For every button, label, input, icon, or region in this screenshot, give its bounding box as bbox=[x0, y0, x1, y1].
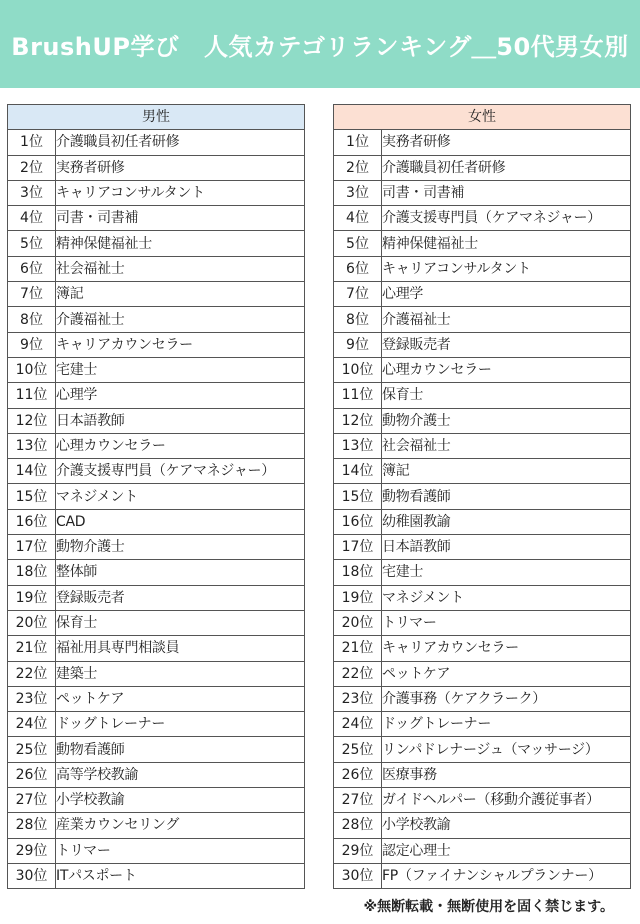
rank-cell: 18位 bbox=[334, 560, 382, 585]
rank-cell: 16位 bbox=[8, 509, 56, 534]
rank-cell: 26位 bbox=[8, 762, 56, 787]
category-name-cell: 心理カウンセラー bbox=[382, 357, 631, 382]
rank-cell: 28位 bbox=[334, 813, 382, 838]
rank-cell: 23位 bbox=[8, 686, 56, 711]
table-row bbox=[334, 535, 631, 560]
category-name-cell: キャリアカウンセラー bbox=[56, 332, 305, 357]
women-ranking-table bbox=[333, 104, 631, 889]
category-name-cell: 司書・司書補 bbox=[382, 180, 631, 205]
table-row bbox=[334, 560, 631, 585]
rank-cell: 28位 bbox=[8, 813, 56, 838]
rank-cell: 1位 bbox=[334, 130, 382, 155]
rank-cell: 10位 bbox=[334, 357, 382, 382]
category-name-cell: ペットケア bbox=[382, 661, 631, 686]
rank-cell: 25位 bbox=[334, 737, 382, 762]
category-name-cell: 実務者研修 bbox=[56, 155, 305, 180]
category-name-cell: トリマー bbox=[382, 610, 631, 635]
category-name-cell: 精神保健福祉士 bbox=[56, 231, 305, 256]
category-name-cell: 心理学 bbox=[382, 282, 631, 307]
category-name-cell: 介護支援専門員（ケアマネジャー） bbox=[56, 459, 305, 484]
category-name-cell: 産業カウンセリング bbox=[56, 813, 305, 838]
category-name-cell: 登録販売者 bbox=[56, 585, 305, 610]
category-name-cell: 医療事務 bbox=[382, 762, 631, 787]
rank-cell: 2位 bbox=[334, 155, 382, 180]
category-name-cell: 心理カウンセラー bbox=[56, 433, 305, 458]
rank-cell: 27位 bbox=[8, 788, 56, 813]
rank-cell: 9位 bbox=[8, 332, 56, 357]
rank-cell: 8位 bbox=[334, 307, 382, 332]
category-name-cell: 社会福祉士 bbox=[56, 256, 305, 281]
table-row bbox=[8, 636, 305, 661]
category-name-cell: 社会福祉士 bbox=[382, 433, 631, 458]
category-name-cell: 幼稚園教諭 bbox=[382, 509, 631, 534]
rank-cell: 11位 bbox=[8, 383, 56, 408]
rank-cell: 22位 bbox=[8, 661, 56, 686]
table-row bbox=[334, 863, 631, 888]
rank-cell: 6位 bbox=[8, 256, 56, 281]
category-name-cell: 動物介護士 bbox=[382, 408, 631, 433]
rank-cell: 24位 bbox=[334, 712, 382, 737]
rank-cell: 14位 bbox=[334, 459, 382, 484]
rank-cell: 15位 bbox=[8, 484, 56, 509]
table-row bbox=[334, 180, 631, 205]
table-row bbox=[8, 838, 305, 863]
rank-cell: 22位 bbox=[334, 661, 382, 686]
table-row bbox=[334, 155, 631, 180]
table-row bbox=[334, 788, 631, 813]
table-row bbox=[334, 509, 631, 534]
table-row bbox=[334, 130, 631, 155]
table-row bbox=[334, 357, 631, 382]
table-row bbox=[8, 686, 305, 711]
category-name-cell: 保育士 bbox=[382, 383, 631, 408]
table-row bbox=[8, 585, 305, 610]
category-name-cell: 動物看護師 bbox=[56, 737, 305, 762]
category-name-cell: ガイドヘルパー（移動介護従事者） bbox=[382, 788, 631, 813]
table-row bbox=[8, 433, 305, 458]
table-row bbox=[334, 256, 631, 281]
category-name-cell: 建築士 bbox=[56, 661, 305, 686]
rank-cell: 12位 bbox=[334, 408, 382, 433]
men-heading-row bbox=[8, 105, 305, 130]
rank-cell: 5位 bbox=[8, 231, 56, 256]
rank-cell: 3位 bbox=[8, 180, 56, 205]
page-title: BrushUP学び 人気カテゴリランキング＿50代男女別 bbox=[11, 32, 629, 61]
rank-cell: 20位 bbox=[334, 610, 382, 635]
table-row bbox=[334, 307, 631, 332]
rank-cell: 9位 bbox=[334, 332, 382, 357]
rank-cell: 4位 bbox=[8, 206, 56, 231]
rank-cell: 30位 bbox=[334, 863, 382, 888]
women-heading: 女性 bbox=[334, 105, 631, 130]
table-row bbox=[8, 256, 305, 281]
category-name-cell: マネジメント bbox=[382, 585, 631, 610]
category-name-cell: 福祉用具専門相談員 bbox=[56, 636, 305, 661]
table-row bbox=[8, 155, 305, 180]
rank-cell: 19位 bbox=[334, 585, 382, 610]
table-row bbox=[8, 509, 305, 534]
table-row bbox=[334, 206, 631, 231]
category-name-cell: 司書・司書補 bbox=[56, 206, 305, 231]
table-row bbox=[334, 332, 631, 357]
rank-cell: 18位 bbox=[8, 560, 56, 585]
table-row bbox=[8, 408, 305, 433]
category-name-cell: 介護職員初任者研修 bbox=[382, 155, 631, 180]
rank-cell: 12位 bbox=[8, 408, 56, 433]
category-name-cell: ドッグトレーナー bbox=[56, 712, 305, 737]
category-name-cell: 精神保健福祉士 bbox=[382, 231, 631, 256]
rank-cell: 21位 bbox=[334, 636, 382, 661]
rank-cell: 2位 bbox=[8, 155, 56, 180]
table-row bbox=[8, 307, 305, 332]
rank-cell: 19位 bbox=[8, 585, 56, 610]
table-row bbox=[334, 383, 631, 408]
table-row bbox=[8, 813, 305, 838]
table-row bbox=[334, 838, 631, 863]
rank-cell: 17位 bbox=[334, 535, 382, 560]
table-row bbox=[8, 231, 305, 256]
table-row bbox=[8, 535, 305, 560]
men-heading: 男性 bbox=[8, 105, 305, 130]
category-name-cell: ITパスポート bbox=[56, 863, 305, 888]
table-row bbox=[334, 661, 631, 686]
category-name-cell: 介護支援専門員（ケアマネジャー） bbox=[382, 206, 631, 231]
rank-cell: 1位 bbox=[8, 130, 56, 155]
rank-cell: 10位 bbox=[8, 357, 56, 382]
table-row bbox=[334, 636, 631, 661]
rank-cell: 15位 bbox=[334, 484, 382, 509]
category-name-cell: キャリアコンサルタント bbox=[56, 180, 305, 205]
rank-cell: 20位 bbox=[8, 610, 56, 635]
table-row bbox=[8, 737, 305, 762]
rank-cell: 3位 bbox=[334, 180, 382, 205]
category-name-cell: ペットケア bbox=[56, 686, 305, 711]
rank-cell: 23位 bbox=[334, 686, 382, 711]
category-name-cell: 小学校教諭 bbox=[382, 813, 631, 838]
category-name-cell: 認定心理士 bbox=[382, 838, 631, 863]
rank-cell: 30位 bbox=[8, 863, 56, 888]
men-ranking-body bbox=[8, 130, 305, 889]
table-row bbox=[334, 408, 631, 433]
category-name-cell: 宅建士 bbox=[56, 357, 305, 382]
table-row bbox=[8, 357, 305, 382]
category-name-cell: CAD bbox=[56, 509, 305, 534]
rank-cell: 29位 bbox=[334, 838, 382, 863]
rank-cell: 11位 bbox=[334, 383, 382, 408]
category-name-cell: 実務者研修 bbox=[382, 130, 631, 155]
category-name-cell: 心理学 bbox=[56, 383, 305, 408]
rank-cell: 6位 bbox=[334, 256, 382, 281]
table-row bbox=[334, 484, 631, 509]
rank-cell: 13位 bbox=[8, 433, 56, 458]
category-name-cell: ドッグトレーナー bbox=[382, 712, 631, 737]
category-name-cell: 登録販売者 bbox=[382, 332, 631, 357]
table-row bbox=[8, 712, 305, 737]
table-row bbox=[334, 282, 631, 307]
rank-cell: 24位 bbox=[8, 712, 56, 737]
table-row bbox=[334, 459, 631, 484]
rank-cell: 13位 bbox=[334, 433, 382, 458]
table-row bbox=[334, 686, 631, 711]
table-row bbox=[8, 661, 305, 686]
table-row bbox=[8, 459, 305, 484]
category-name-cell: 簿記 bbox=[56, 282, 305, 307]
rank-cell: 5位 bbox=[334, 231, 382, 256]
rank-cell: 14位 bbox=[8, 459, 56, 484]
rank-cell: 4位 bbox=[334, 206, 382, 231]
category-name-cell: 動物看護師 bbox=[382, 484, 631, 509]
category-name-cell: 介護事務（ケアクラーク） bbox=[382, 686, 631, 711]
category-name-cell: 介護職員初任者研修 bbox=[56, 130, 305, 155]
table-row bbox=[8, 180, 305, 205]
table-row bbox=[334, 231, 631, 256]
table-row bbox=[334, 585, 631, 610]
category-name-cell: 整体師 bbox=[56, 560, 305, 585]
table-row bbox=[8, 130, 305, 155]
copyright-notice: ※無断転載・無断使用を固く禁じます。 bbox=[363, 899, 614, 915]
table-row bbox=[8, 383, 305, 408]
men-ranking-table bbox=[7, 104, 305, 889]
rank-cell: 7位 bbox=[334, 282, 382, 307]
category-name-cell: 小学校教諭 bbox=[56, 788, 305, 813]
table-row bbox=[8, 560, 305, 585]
table-row bbox=[8, 282, 305, 307]
rank-cell: 21位 bbox=[8, 636, 56, 661]
table-row bbox=[8, 863, 305, 888]
table-row bbox=[334, 433, 631, 458]
table-row bbox=[8, 610, 305, 635]
table-row bbox=[334, 813, 631, 838]
category-name-cell: 宅建士 bbox=[382, 560, 631, 585]
table-row bbox=[334, 610, 631, 635]
rank-cell: 27位 bbox=[334, 788, 382, 813]
table-row bbox=[8, 332, 305, 357]
category-name-cell: 日本語教師 bbox=[56, 408, 305, 433]
table-row bbox=[334, 762, 631, 787]
rank-cell: 26位 bbox=[334, 762, 382, 787]
table-row bbox=[8, 484, 305, 509]
table-row bbox=[8, 206, 305, 231]
women-ranking-body bbox=[334, 130, 631, 889]
category-name-cell: キャリアカウンセラー bbox=[382, 636, 631, 661]
rank-cell: 17位 bbox=[8, 535, 56, 560]
table-row bbox=[8, 788, 305, 813]
category-name-cell: マネジメント bbox=[56, 484, 305, 509]
category-name-cell: 動物介護士 bbox=[56, 535, 305, 560]
category-name-cell: リンパドレナージュ（マッサージ） bbox=[382, 737, 631, 762]
category-name-cell: 簿記 bbox=[382, 459, 631, 484]
rank-cell: 25位 bbox=[8, 737, 56, 762]
category-name-cell: キャリアコンサルタント bbox=[382, 256, 631, 281]
page-header bbox=[0, 0, 640, 88]
table-row bbox=[8, 762, 305, 787]
category-name-cell: 介護福祉士 bbox=[56, 307, 305, 332]
rank-cell: 7位 bbox=[8, 282, 56, 307]
category-name-cell: FP（ファイナンシャルプランナー） bbox=[382, 863, 631, 888]
category-name-cell: 介護福祉士 bbox=[382, 307, 631, 332]
category-name-cell: 保育士 bbox=[56, 610, 305, 635]
women-heading-row bbox=[334, 105, 631, 130]
category-name-cell: 日本語教師 bbox=[382, 535, 631, 560]
category-name-cell: トリマー bbox=[56, 838, 305, 863]
table-row bbox=[334, 737, 631, 762]
rank-cell: 29位 bbox=[8, 838, 56, 863]
rank-cell: 16位 bbox=[334, 509, 382, 534]
category-name-cell: 高等学校教諭 bbox=[56, 762, 305, 787]
table-row bbox=[334, 712, 631, 737]
rank-cell: 8位 bbox=[8, 307, 56, 332]
